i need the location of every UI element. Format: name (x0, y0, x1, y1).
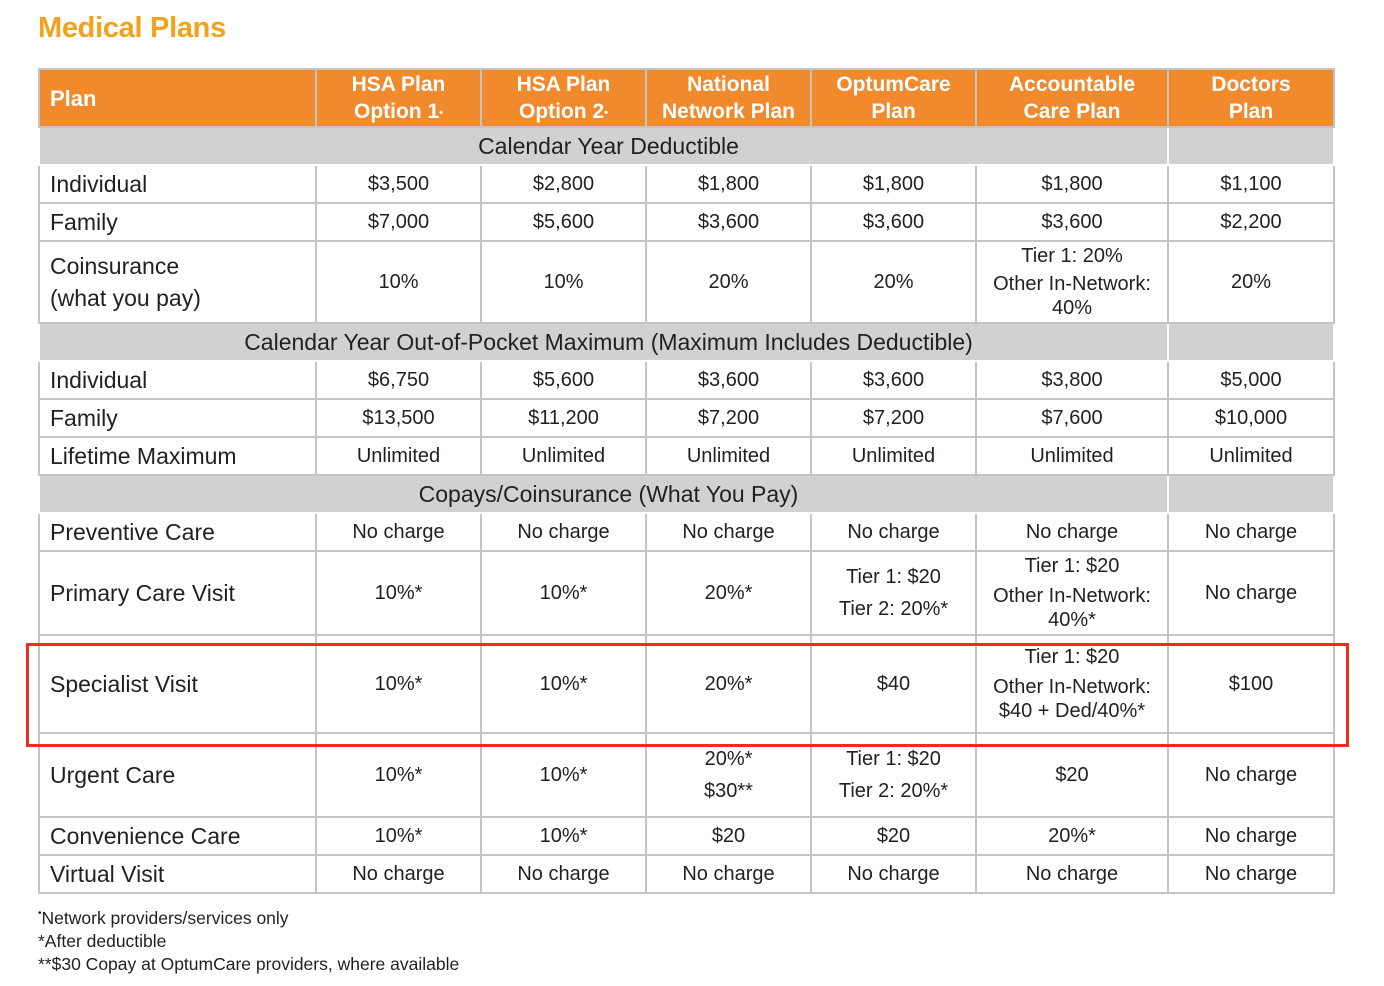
row-label: Virtual Visit (39, 855, 316, 893)
table-row (39, 817, 1334, 855)
footnote-after-deductible: *After deductible (38, 930, 167, 951)
footnote-optumcare-copay: **$30 Copay at OptumCare providers, where available (38, 953, 460, 974)
table-cell (646, 733, 811, 817)
row-label: Family (39, 203, 316, 241)
section-title: Copays/Coinsurance (What You Pay) (39, 475, 1168, 513)
table-cell: 10%* (316, 635, 481, 733)
table-cell: 10% (316, 241, 481, 323)
cell-line: Tier 1: $20 (1024, 646, 1120, 668)
cell-line: 40% (1051, 297, 1093, 319)
section-out-of-pocket (39, 323, 1334, 361)
cell-line: Tier 1: $20 (846, 566, 941, 588)
table-cell: No charge (1168, 513, 1334, 551)
table-cell: Unlimited (481, 437, 646, 475)
table-cell: $7,000 (316, 203, 481, 241)
table-cell: No charge (976, 855, 1168, 893)
table-cell: $3,500 (316, 165, 481, 203)
table-cell: 10%* (481, 551, 646, 635)
table-header-row (39, 69, 1334, 127)
table-row (39, 551, 1334, 635)
table-cell (811, 733, 976, 817)
table-cell: $3,600 (646, 203, 811, 241)
table-cell: $40 (811, 635, 976, 733)
table-cell (811, 551, 976, 635)
cell-line: Tier 1: $20 (846, 748, 941, 770)
header-hsa-option-2: HSA Plan Option 2• (481, 69, 646, 127)
row-label: Preventive Care (39, 513, 316, 551)
row-label: Convenience Care (39, 817, 316, 855)
table-cell: 10%* (316, 817, 481, 855)
header-optumcare: OptumCare Plan (811, 69, 976, 127)
header-doctors-plan: Doctors Plan (1168, 69, 1334, 127)
table-cell: $3,800 (976, 361, 1168, 399)
header-accountable-care: Accountable Care Plan (976, 69, 1168, 127)
table-row (39, 855, 1334, 893)
table-cell: No charge (646, 855, 811, 893)
table-row (39, 513, 1334, 551)
table-cell: $5,600 (481, 361, 646, 399)
table-cell: $2,200 (1168, 203, 1334, 241)
section-title: Calendar Year Deductible (39, 127, 1168, 165)
table-cell: $13,500 (316, 399, 481, 437)
header-plan: Plan (39, 69, 316, 127)
table-cell: $3,600 (976, 203, 1168, 241)
table-cell: 10% (481, 241, 646, 323)
table-cell: $20 (976, 733, 1168, 817)
row-label: Family (39, 399, 316, 437)
table-cell: $3,600 (646, 361, 811, 399)
table-cell: No charge (811, 513, 976, 551)
row-label: Lifetime Maximum (39, 437, 316, 475)
table-cell: $11,200 (481, 399, 646, 437)
section-blank (1168, 127, 1334, 165)
cell-line: Other In-Network: (993, 585, 1151, 607)
table-row (39, 733, 1334, 817)
cell-line: 40%* (1048, 609, 1096, 631)
header-hsa-option-1: HSA Plan Option 1• (316, 69, 481, 127)
table-cell: $20 (811, 817, 976, 855)
section-blank (1168, 475, 1334, 513)
row-label-line: Coinsurance (50, 253, 180, 279)
table-cell: No charge (481, 855, 646, 893)
table-cell: Unlimited (976, 437, 1168, 475)
table-cell: $1,800 (646, 165, 811, 203)
table-cell: $20 (646, 817, 811, 855)
table-row (39, 437, 1334, 475)
row-label: Individual (39, 165, 316, 203)
table-cell: Unlimited (646, 437, 811, 475)
table-cell: $7,200 (811, 399, 976, 437)
table-cell: No charge (1168, 551, 1334, 635)
table-row (39, 165, 1334, 203)
table-cell: 20% (1168, 241, 1334, 323)
medical-plans-table (38, 68, 1335, 894)
row-label: Urgent Care (39, 733, 316, 817)
cell-line: $30** (704, 780, 753, 802)
section-deductible (39, 127, 1334, 165)
cell-line: $40 + Ded/40%* (998, 700, 1146, 722)
cell-line: Tier 1: $20 (1024, 555, 1120, 577)
table-cell: No charge (316, 513, 481, 551)
table-cell: $2,800 (481, 165, 646, 203)
row-label: Primary Care Visit (39, 551, 316, 635)
cell-line: Tier 1: 20% (1021, 245, 1123, 267)
row-label-line: (what you pay) (50, 285, 201, 311)
table-cell: No charge (646, 513, 811, 551)
table-cell: No charge (1168, 733, 1334, 817)
footnote-network: •Network providers/services only (38, 907, 289, 928)
table-cell: $3,600 (811, 361, 976, 399)
section-title: Calendar Year Out-of-Pocket Maximum (Maximum Includes Deductible) (39, 323, 1168, 361)
table-cell: No charge (976, 513, 1168, 551)
table-cell: No charge (1168, 817, 1334, 855)
page-title: Medical Plans (38, 12, 226, 44)
table-cell: Unlimited (316, 437, 481, 475)
table-row-specialist (39, 635, 1334, 733)
row-label: Individual (39, 361, 316, 399)
section-copays (39, 475, 1334, 513)
table-cell: 10%* (481, 635, 646, 733)
table-cell: $1,100 (1168, 165, 1334, 203)
cell-line: Tier 2: 20%* (838, 598, 949, 620)
table-cell: 20%* (976, 817, 1168, 855)
row-label (39, 241, 316, 323)
table-cell: No charge (481, 513, 646, 551)
table-cell: $7,200 (646, 399, 811, 437)
table-cell: 20% (811, 241, 976, 323)
table-cell: $6,750 (316, 361, 481, 399)
table-row (39, 361, 1334, 399)
table-cell: $100 (1168, 635, 1334, 733)
table-cell: $3,600 (811, 203, 976, 241)
table-cell: No charge (316, 855, 481, 893)
table-cell: $5,600 (481, 203, 646, 241)
cell-line: Other In-Network: (993, 676, 1151, 698)
table-cell: 20%* (646, 551, 811, 635)
table-row (39, 203, 1334, 241)
table-cell: 10%* (316, 551, 481, 635)
table-cell: $5,000 (1168, 361, 1334, 399)
table-cell: 20% (646, 241, 811, 323)
section-blank (1168, 323, 1334, 361)
cell-line: Tier 2: 20%* (838, 780, 949, 802)
table-cell: 10%* (316, 733, 481, 817)
cell-line: 20%* (704, 748, 753, 770)
table-cell: 10%* (481, 817, 646, 855)
header-national-network: National Network Plan (646, 69, 811, 127)
table-row (39, 399, 1334, 437)
table-cell: $10,000 (1168, 399, 1334, 437)
table-cell (976, 551, 1168, 635)
row-label: Specialist Visit (39, 635, 316, 733)
table-cell: 20%* (646, 635, 811, 733)
table-cell (976, 241, 1168, 323)
table-cell: Unlimited (1168, 437, 1334, 475)
table-row (39, 241, 1334, 323)
table-cell: No charge (1168, 855, 1334, 893)
footnotes (38, 903, 459, 976)
table-cell: 10%* (481, 733, 646, 817)
table-cell: No charge (811, 855, 976, 893)
table-cell: Unlimited (811, 437, 976, 475)
cell-line: Other In-Network: (993, 273, 1151, 295)
table-cell (976, 635, 1168, 733)
table-cell: $1,800 (811, 165, 976, 203)
table-cell: $7,600 (976, 399, 1168, 437)
table-cell: $1,800 (976, 165, 1168, 203)
